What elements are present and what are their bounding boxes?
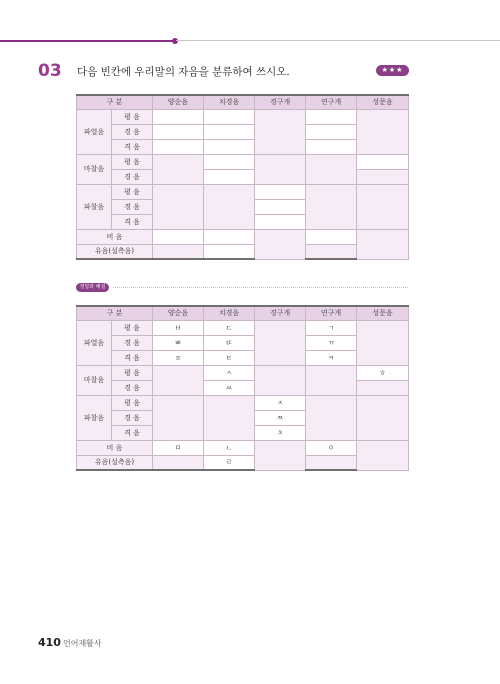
- answer-cell: ㄴ: [204, 440, 255, 455]
- sub-plain: 평 음: [112, 320, 153, 335]
- sub-tense: 경 음: [112, 169, 153, 184]
- answer-cell: ㅁ: [153, 440, 204, 455]
- blank-cell[interactable]: [204, 244, 255, 259]
- sub-tense: 경 음: [112, 199, 153, 214]
- group-affricate: 파찰음: [77, 184, 112, 229]
- blank-cell[interactable]: [153, 124, 204, 139]
- blank-cell[interactable]: [255, 184, 306, 199]
- difficulty-badge: ★★★: [376, 65, 409, 76]
- header-glottal: 성문음: [357, 306, 409, 320]
- group-plosive: 파열음: [77, 109, 112, 154]
- group-nasal: 비 음: [77, 229, 153, 244]
- group-plosive: 파열음: [77, 320, 112, 365]
- header-bilabial: 양순음: [153, 306, 204, 320]
- answer-cell: ㅎ: [357, 365, 409, 380]
- answer-cell: ㅅ: [204, 365, 255, 380]
- sub-plain: 평 음: [112, 154, 153, 169]
- header-category: 구 분: [77, 95, 153, 109]
- header-velar: 연구개: [306, 306, 357, 320]
- blank-cell[interactable]: [255, 199, 306, 214]
- sub-plain: 평 음: [112, 109, 153, 124]
- blank-cell[interactable]: [255, 214, 306, 229]
- answer-cell: ㅉ: [255, 410, 306, 425]
- sub-aspirated: 격 음: [112, 350, 153, 365]
- answer-label: 정답과 해설: [76, 283, 109, 292]
- answer-cell: ㅇ: [306, 440, 357, 455]
- blank-cell[interactable]: [153, 229, 204, 244]
- top-rule: [0, 40, 500, 42]
- answer-cell: ㄸ: [204, 335, 255, 350]
- answer-cell: ㅆ: [204, 380, 255, 395]
- sub-aspirated: 격 음: [112, 214, 153, 229]
- answer-cell: ㄷ: [204, 320, 255, 335]
- answer-cell: ㄲ: [306, 335, 357, 350]
- answer-cell: ㄱ: [306, 320, 357, 335]
- blank-cell[interactable]: [306, 124, 357, 139]
- book-title: 언어재활사: [63, 639, 102, 648]
- sub-tense: 경 음: [112, 124, 153, 139]
- blank-cell[interactable]: [306, 139, 357, 154]
- sub-plain: 평 음: [112, 395, 153, 410]
- sub-aspirated: 격 음: [112, 425, 153, 440]
- blank-cell[interactable]: [204, 109, 255, 124]
- question-number: 03: [38, 61, 62, 81]
- answer-cell: ㅋ: [306, 350, 357, 365]
- sub-tense: 경 음: [112, 380, 153, 395]
- header-velar: 연구개: [306, 95, 357, 109]
- sub-tense: 경 음: [112, 410, 153, 425]
- page-number: 410: [38, 636, 61, 649]
- header-glottal: 성문음: [357, 95, 409, 109]
- blank-cell[interactable]: [306, 109, 357, 124]
- group-fricative: 마찰음: [77, 154, 112, 184]
- sub-plain: 평 음: [112, 365, 153, 380]
- answer-cell: ㅊ: [255, 425, 306, 440]
- header-bilabial: 양순음: [153, 95, 204, 109]
- group-nasal: 비 음: [77, 440, 153, 455]
- blank-cell[interactable]: [153, 139, 204, 154]
- header-palatal: 경구개: [255, 95, 306, 109]
- answer-cell: ㅈ: [255, 395, 306, 410]
- group-affricate: 파찰음: [77, 395, 112, 440]
- exercise-table: [76, 94, 409, 260]
- answer-table: [76, 305, 409, 471]
- answer-cell: ㄹ: [204, 455, 255, 470]
- group-liquid: 유음(설측음): [77, 455, 153, 470]
- header-palatal: 경구개: [255, 306, 306, 320]
- blank-cell[interactable]: [204, 154, 255, 169]
- sub-plain: 평 음: [112, 184, 153, 199]
- answer-cell: ㅍ: [153, 350, 204, 365]
- blank-cell[interactable]: [357, 154, 409, 169]
- answer-divider: [113, 287, 408, 288]
- blank-cell[interactable]: [204, 229, 255, 244]
- question-text: 다음 빈칸에 우리말의 자음을 분류하여 쓰시오.: [77, 66, 290, 78]
- sub-tense: 경 음: [112, 335, 153, 350]
- blank-cell[interactable]: [204, 169, 255, 184]
- header-alveolar: 치경음: [204, 95, 255, 109]
- group-liquid: 유음(설측음): [77, 244, 153, 259]
- header-alveolar: 치경음: [204, 306, 255, 320]
- answer-cell: ㅂ: [153, 320, 204, 335]
- answer-cell: ㅃ: [153, 335, 204, 350]
- blank-cell[interactable]: [204, 139, 255, 154]
- blank-cell[interactable]: [204, 124, 255, 139]
- answer-cell: ㅌ: [204, 350, 255, 365]
- blank-cell[interactable]: [306, 229, 357, 244]
- blank-cell[interactable]: [153, 109, 204, 124]
- sub-aspirated: 격 음: [112, 139, 153, 154]
- header-category: 구 분: [77, 306, 153, 320]
- group-fricative: 마찰음: [77, 365, 112, 395]
